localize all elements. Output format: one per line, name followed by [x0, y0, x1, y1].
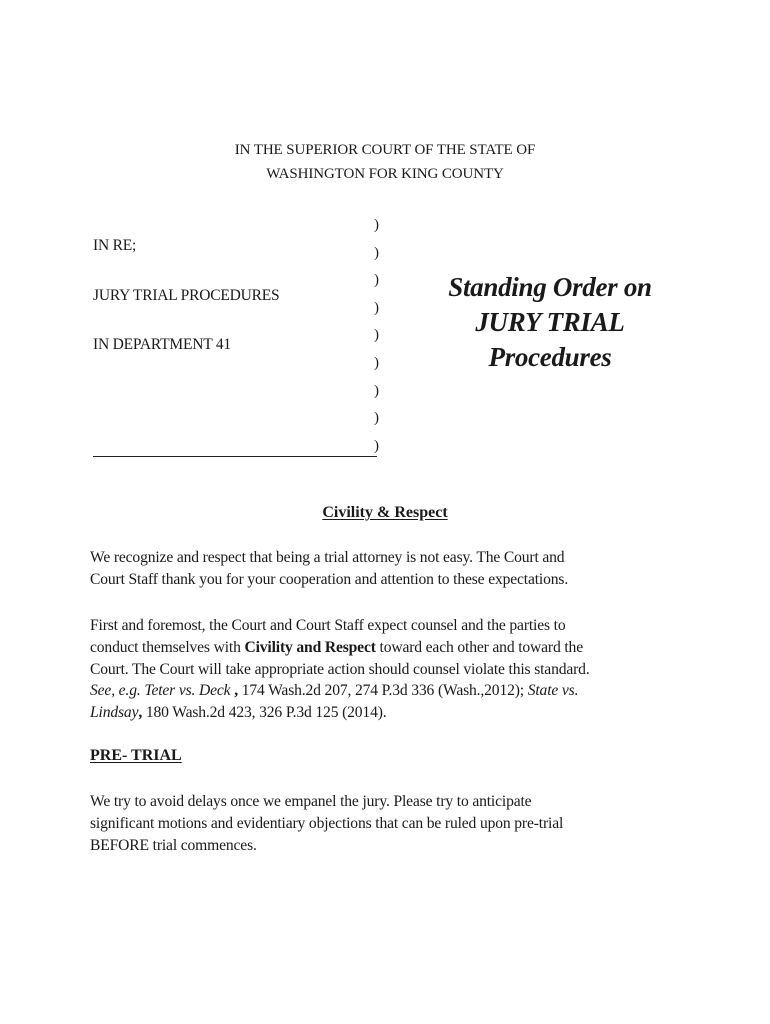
court-header-line-2: WASHINGTON FOR KING COUNTY	[266, 166, 504, 182]
paragraph-line: First and foremost, the Court and Court Staff expect counsel and the parties to	[90, 617, 566, 634]
pretrial-paragraph	[90, 791, 690, 856]
paragraph-line: We recognize and respect that being a trial attorney is not easy. The Court and	[90, 549, 565, 566]
title-line-3: Procedures	[488, 342, 612, 372]
civility-heading-text: Civility & Respect	[322, 504, 448, 521]
caption-paren: )	[374, 272, 379, 289]
paragraph-line: We try to avoid delays once we empanel the jury. Please try to anticipate	[90, 793, 532, 810]
caption-paren: )	[374, 299, 379, 316]
paragraph-line	[90, 702, 690, 724]
civility-paragraph-1	[90, 547, 690, 591]
paragraph-line: Court. The Court will take appropriate action should counsel violate this standard.	[90, 660, 590, 678]
caption-matter: JURY TRIAL PROCEDURES	[93, 287, 280, 304]
caption-paren: )	[374, 410, 379, 427]
paragraph-line: significant motions and evidentiary objections that can be ruled upon pre-trial	[90, 814, 564, 832]
text-run: conduct themselves with	[90, 638, 245, 656]
pretrial-heading-text: PRE- TRIAL	[90, 747, 182, 764]
text-run: 180 Wash.2d 423, 326 P.3d 125 (2014).	[142, 704, 387, 722]
caption-in-re: IN RE;	[93, 237, 137, 254]
caption-parentheses	[374, 212, 379, 460]
title-line-1: Standing Order on	[448, 272, 652, 302]
court-header-line-1: IN THE SUPERIOR COURT OF THE STATE OF	[234, 142, 536, 158]
document-title	[405, 270, 695, 375]
caption-signature-line	[93, 456, 377, 457]
caption-paren: )	[374, 217, 379, 233]
paragraph-line	[90, 637, 690, 659]
pretrial-heading	[90, 747, 182, 765]
caption-department: IN DEPARTMENT 41	[93, 336, 231, 353]
caption-paren: )	[374, 354, 379, 371]
text-run: toward each other and toward the	[375, 638, 583, 656]
paragraph-line	[90, 680, 690, 702]
text-run: ,	[138, 704, 143, 722]
paragraph-line: BEFORE trial commences.	[90, 836, 257, 854]
case-citation-teter: See, e.g. Teter vs. Deck	[90, 682, 231, 700]
caption-paren: )	[374, 244, 379, 261]
case-citation-lindsay: Lindsay	[90, 704, 139, 722]
caption-paren: )	[374, 327, 379, 344]
paragraph-line: Court Staff thank you for your cooperation and attention to these expectations.	[90, 570, 569, 588]
caption-paren: )	[374, 437, 379, 454]
court-header	[0, 138, 770, 186]
title-line-2: JURY TRIAL	[475, 307, 625, 337]
civility-paragraph-2	[90, 615, 690, 724]
text-run: ,	[230, 682, 238, 700]
case-citation-state: State vs.	[527, 682, 579, 700]
civility-heading	[0, 504, 770, 522]
text-run: 174 Wash.2d 207, 274 P.3d 336 (Wash.,2012);	[237, 682, 528, 700]
caption-paren: )	[374, 382, 379, 399]
emphasis-civility-respect: Civility and Respect	[244, 638, 376, 656]
